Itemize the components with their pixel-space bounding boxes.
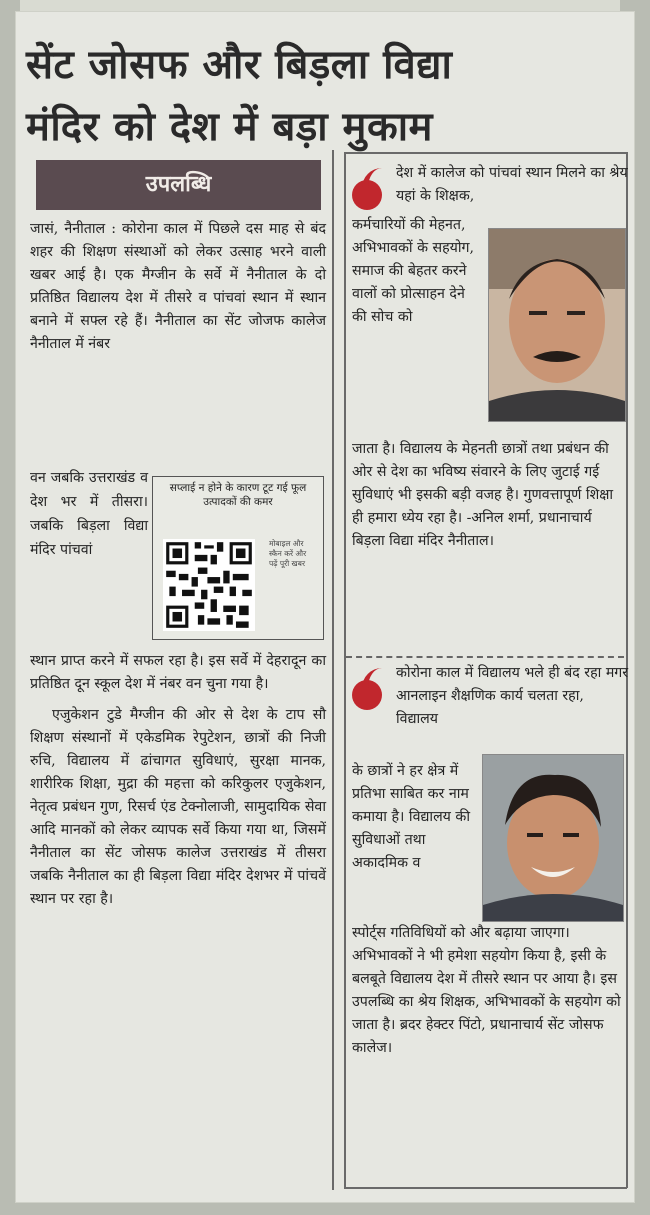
article-para-2: एजुकेशन टुडे मैग्जीन की ओर से देश के टाप सौ शिक्षण संस्थानों में एकेडमिक रेपुटेशन, छात्रों की निजी रुचि, विद्यालय में ढांचागत सुविधाएं, सुरक्षा मानक, शारीरिक शिक्षा, मुद्रा की महत्ता को करिकुलर एजुकेशन, नेतृत्व प्रबंधन गुण, रिसर्च एंड टेक्नोलाजी, सामुदायिक सेवा आदि मानकों को लेकर व्यापक सर्वे किया गया था, जिसमें नैनीताल का सेंट जोसफ कालेज उत्तराखंड में तीसरा जबकि नैनीताल का ही बिड़ला विद्या मंदिर देशभर में पांचवें स्थान पर रहा है।: [30, 707, 326, 907]
article-continued-text: स्थान प्राप्त करने में सफल रहा है। इस सर्वे में देहरादून का प्रतिष्ठित दून स्कूल देश में नंबर वन चुना गया है।: [30, 653, 326, 692]
headline-line-1: सेंट जोसफ और बिड़ला विद्या: [26, 42, 453, 88]
quote-1-top: देश में कालेज को पांचवां स्थान मिलने का श्रेय यहां के शिक्षक,: [396, 165, 628, 204]
quote-box-border-bottom: [344, 1187, 627, 1189]
article-continued: [30, 650, 326, 911]
quote-1-beside-photo: कर्मचारियों की मेहनत, अभिभावकों के सहयोग, समाज की बेहतर करने वालों को प्रोत्साहन देने की सोच को: [352, 217, 475, 325]
quote-mark-icon: [352, 680, 382, 710]
quote-1-beside-photo-block: [352, 214, 482, 329]
photo-hector-pinto: [482, 754, 624, 922]
portrait-man-2-icon: [483, 755, 623, 921]
article-float-text: वन जबकि उत्तराखंड व देश भर में तीसरा। जबकि बिड़ला विद्या मंदिर पांचवां: [30, 470, 148, 558]
quote-2-top: कोरोना काल में विद्यालय भले ही बंद रहा मगर आनलाइन शैक्षणिक कार्य चलता रहा, विद्यालय: [396, 665, 629, 727]
headline: [26, 34, 626, 158]
quote-principal-birla: [350, 162, 630, 208]
photo-anil-sharma: [488, 228, 626, 422]
quote-box-border-top: [344, 152, 627, 154]
quote-1-bottom-block: [352, 438, 622, 553]
quote-2-bottom-block: [352, 922, 622, 1060]
quote-divider: [346, 656, 624, 658]
article-intro: [30, 218, 326, 356]
quote-2-beside-photo: के छात्रों ने हर क्षेत्र में प्रतिभा साबित कर नाम कमाया है। विद्यालय की सुविधाओं तथा अकादमिक व: [352, 763, 470, 871]
portrait-man-1-icon: [489, 229, 625, 421]
qr-promo-heading: सप्लाई न होने के कारण टूट गई फूल उत्पादकों की कमर: [169, 482, 307, 508]
quote-2-beside-photo-block: [352, 760, 476, 875]
article-intro-text: जासं, नैनीताल : कोरोना काल में पिछले दस माह से बंद शहर की शिक्षण संस्थाओं को लेकर उत्साह भरने वाली खबर आई है। एक मैग्जीन के सर्वे में नैनीताल के दो प्रतिष्ठित विद्यालय देश में तीसरे व पांचवां स्थान में स्थान बनाने में सफ्ल रहे हैं। नैनीताल का सेंट जोजफ कालेज नैनीताल में नंबर: [30, 221, 326, 352]
headline-line-2: मंदिर को देश में बड़ा मुकाम: [26, 104, 433, 150]
section-tag: उपलब्धि: [36, 160, 321, 210]
column-divider: [332, 150, 334, 1190]
quote-1-bottom: जाता है। विद्यालय के मेहनती छात्रों तथा प्रबंधन की ओर से देश का भविष्य संवारने के लिए जुटाई गई सुविधाएं भी इसकी बड़ी वजह है। गुणवत्तापूर्ण शिक्षा ही हमारा ध्येय रहा है। -अनिल शर्मा, प्रधानाचार्य बिड़ला विद्या मंदिर नैनीताल।: [352, 441, 614, 549]
quote-2-bottom: स्पोर्ट्स गतिविधियों को और बढ़ाया जाएगा। अभिभावकों ने भी हमेशा सहयोग किया है, इसी के बलबूते विद्यालय देश में तीसरे स्थान पर आया है। इस उपलब्धि का श्रेय शिक्षक, अभिभावकों के सहयोग को जाता है। ब्रदर हेक्टर पिंटो, प्रधानाचार्य सेंट जोसफ कालेज।: [352, 925, 621, 1056]
quote-principal-stjoseph: [350, 662, 630, 731]
quote-mark-icon: [352, 180, 382, 210]
qr-promo-box[interactable]: [152, 476, 324, 640]
qr-promo-instruction: मोबाइल और स्कैन करें और पढ़ें पूरी खबर: [269, 539, 307, 568]
qr-code-icon[interactable]: [163, 539, 255, 631]
article-float: [30, 466, 148, 562]
quote-box-border-left: [344, 152, 346, 1188]
